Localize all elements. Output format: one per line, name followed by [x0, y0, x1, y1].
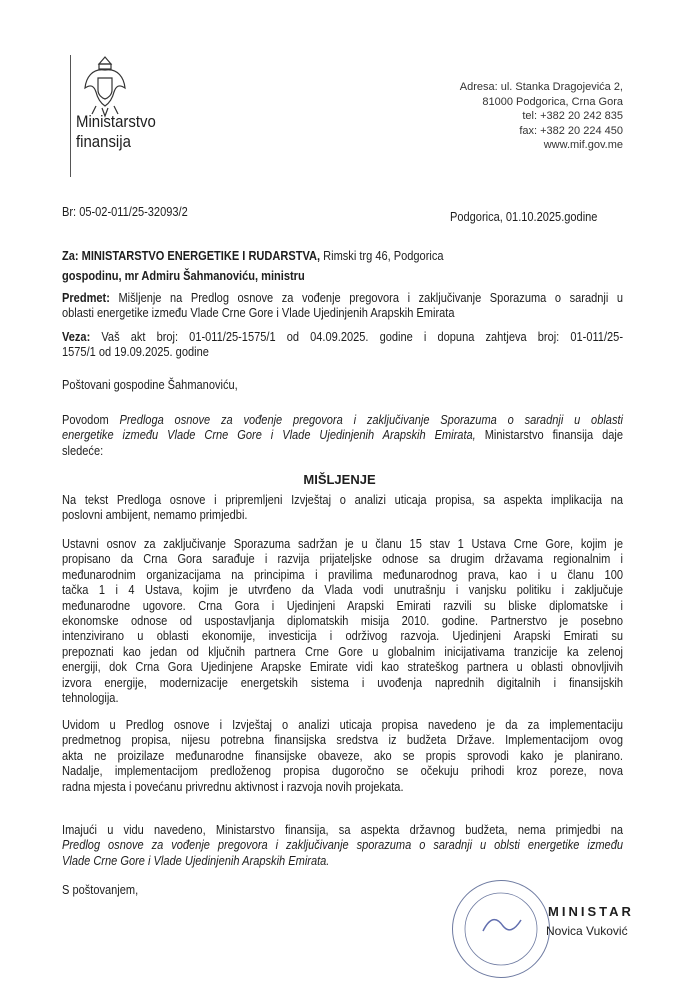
- paragraph-line: tačka 1 i 4 Ustava, kojim je utvrđeno da Vlada vodi unutrašnju i vanjsku politiku i zaključuje: [62, 582, 623, 598]
- intro-italic: Predloga osnove za vođenje pregovora i zaključivanje Sporazuma o saradnji u oblasti: [119, 412, 623, 427]
- recipient-person: gospodinu, mr Admiru Šahmanoviću, ministru: [62, 268, 305, 284]
- paragraph-line: ekonomske odnose od uspostavljanja diplomatskih misija 2010. godine. Partnerstvo je posebno: [62, 612, 623, 628]
- intro-text: Ministarstvo finansija daje: [475, 427, 623, 443]
- subject-line: Mišljenje na Predlog osnove za vođenje pregovora i zaključivanje Sporazuma o saradnji u: [109, 290, 624, 305]
- official-stamp: [452, 880, 550, 978]
- reference-line: Vaš akt broj: 01-011/25-1575/1 od 04.09.2025. godine i dopuna zahtjeva broj: 01-011/25-: [90, 329, 623, 344]
- reference-block: [62, 329, 679, 360]
- conclusion-paragraph: [62, 822, 679, 868]
- reference-line: 1575/1 od 19.09.2025. godine: [62, 344, 209, 360]
- closing: S poštovanjem,: [62, 882, 139, 897]
- paragraph-line: Ustavni osnov za zaključivanje Sporazuma sadržan je u članu 15 stav 1 Ustava Crne Gore, kojim je: [62, 536, 623, 551]
- paragraph-line: poslovni ambijent, nemamo primjedbi.: [62, 507, 248, 523]
- subject-block: [62, 290, 679, 321]
- conclusion-line: Imajući u vidu navedeno, Ministarstvo finansija, sa aspekta državnog budžeta, nema primjedbi na: [62, 822, 623, 837]
- subject-line: oblasti energetike između Vlade Crne Gore i Vlade Ujedinjenih Arapskih Emirata: [62, 305, 455, 321]
- ministry-name: [76, 112, 156, 152]
- phone: tel: +382 20 242 835: [522, 110, 623, 122]
- paragraph-constitutional-basis: [62, 536, 679, 705]
- paragraph-line: tehnologija.: [62, 689, 119, 705]
- recipient-label: Za:: [62, 248, 79, 263]
- paragraph-no-remarks: [62, 492, 679, 523]
- address-city: 81000 Podgorica, Crna Gora: [482, 95, 623, 108]
- paragraph-line: propisano da Crna Gora sarađuje i razvija prijateljske odnose sa drugim državama regionalnim i: [62, 551, 623, 567]
- recipient-address: Rimski trg 46, Podgorica: [320, 248, 444, 263]
- contact-address: [460, 80, 623, 153]
- paragraph-line: međunarodne ugovore. Crna Gora i Ujedinjeni Arapski Emirati razvili su bliske diplomatske i: [62, 597, 623, 613]
- paragraph-line: akta ne proizilaze međunarodne finansijske obaveze, ako se propis sprovodi kako je planirano.: [62, 747, 623, 763]
- reference-number: Br: 05-02-011/25-32093/2: [62, 204, 188, 219]
- place-date: Podgorica, 01.10.2025.godine: [450, 209, 598, 224]
- address-line: Adresa: ul. Stanka Dragojevića 2,: [459, 81, 623, 93]
- conclusion-line: Vlade Crne Gore i Vlade Ujedinjenih Arapskih Emirata.: [62, 852, 330, 868]
- stamp-seal-icon: [453, 881, 549, 977]
- signatory-title: MINISTAR: [548, 904, 634, 919]
- paragraph-line: prepoznati kao jedan od ključnih partnera Crne Gore u globalnim inicijativama tranzicije ka zelenoj: [62, 643, 623, 659]
- intro-italic: energetike između Vlade Crne Gore i Vlade Ujedinjenih Arapskih Emirata,: [62, 427, 476, 443]
- website-link[interactable]: www.mif.gov.me: [543, 139, 623, 151]
- paragraph-line: radna mjesta i povećanu privrednu aktivnost i razvoja novih projekata.: [62, 778, 404, 794]
- paragraph-line: predmetnog propisa, nijesu potrebna finansijska sredstva iz budžeta Države. Implementacijom ovog: [62, 732, 623, 748]
- paragraph-line: međunarodnim organizacijama na principima i pravilima međunarodnog prava, kao i u članu 100: [62, 566, 623, 582]
- fax: fax: +382 20 224 450: [519, 124, 623, 137]
- recipient-block: [62, 248, 679, 284]
- paragraph-line: Nadalje, implementacijom predloženog propisa dugoročno se očekuju prihodi kroz poreze, nova: [62, 763, 623, 779]
- opinion-heading: MIŠLJENJE: [303, 472, 376, 487]
- coat-of-arms-logo: [82, 54, 128, 118]
- intro-text: Povodom: [62, 412, 120, 427]
- reference-label: Veza:: [62, 329, 91, 344]
- conclusion-line: Predlog osnove za vođenje pregovora i zaključivanje sporazuma o saradnji u oblsti energetike između: [62, 837, 623, 853]
- intro-text: sledeće:: [62, 442, 104, 458]
- paragraph-line: Uvidom u Predlog osnove i Izvještaj o analizi uticaja propisa navedeno je da za implementaciju: [62, 717, 623, 732]
- org-line1: Ministarstvo: [76, 112, 156, 131]
- org-line2: finansija: [76, 132, 131, 151]
- subject-label: Predmet:: [62, 290, 110, 305]
- paragraph-financial-impact: [62, 717, 679, 794]
- letterhead-divider: [70, 55, 71, 177]
- recipient-org: MINISTARSTVO ENERGETIKE I RUDARSTVA,: [81, 248, 321, 263]
- intro-paragraph: [62, 412, 679, 458]
- paragraph-line: energiji, dok Crna Gora Ujedinjene Arapske Emirate vidi kao strateškog partnera u oblasti obnovljivih: [62, 659, 623, 675]
- paragraph-line: izvora energije, modernizacije energetskih sistema i uvođenja naprednih digitalnih i finansijskih: [62, 674, 623, 690]
- paragraph-line: Na tekst Predloga osnove i pripremljeni Izvještaj o analizi uticaja propisa, sa aspekta implikacija na: [62, 492, 623, 507]
- salutation: Poštovani gospodine Šahmanoviću,: [62, 377, 238, 392]
- paragraph-line: intenzivirano u oblasti ekonomije, investicija i održivog razvoja. Ujedinjeni Arapski Emirati su: [62, 628, 623, 644]
- signatory-name: Novica Vuković: [546, 924, 628, 938]
